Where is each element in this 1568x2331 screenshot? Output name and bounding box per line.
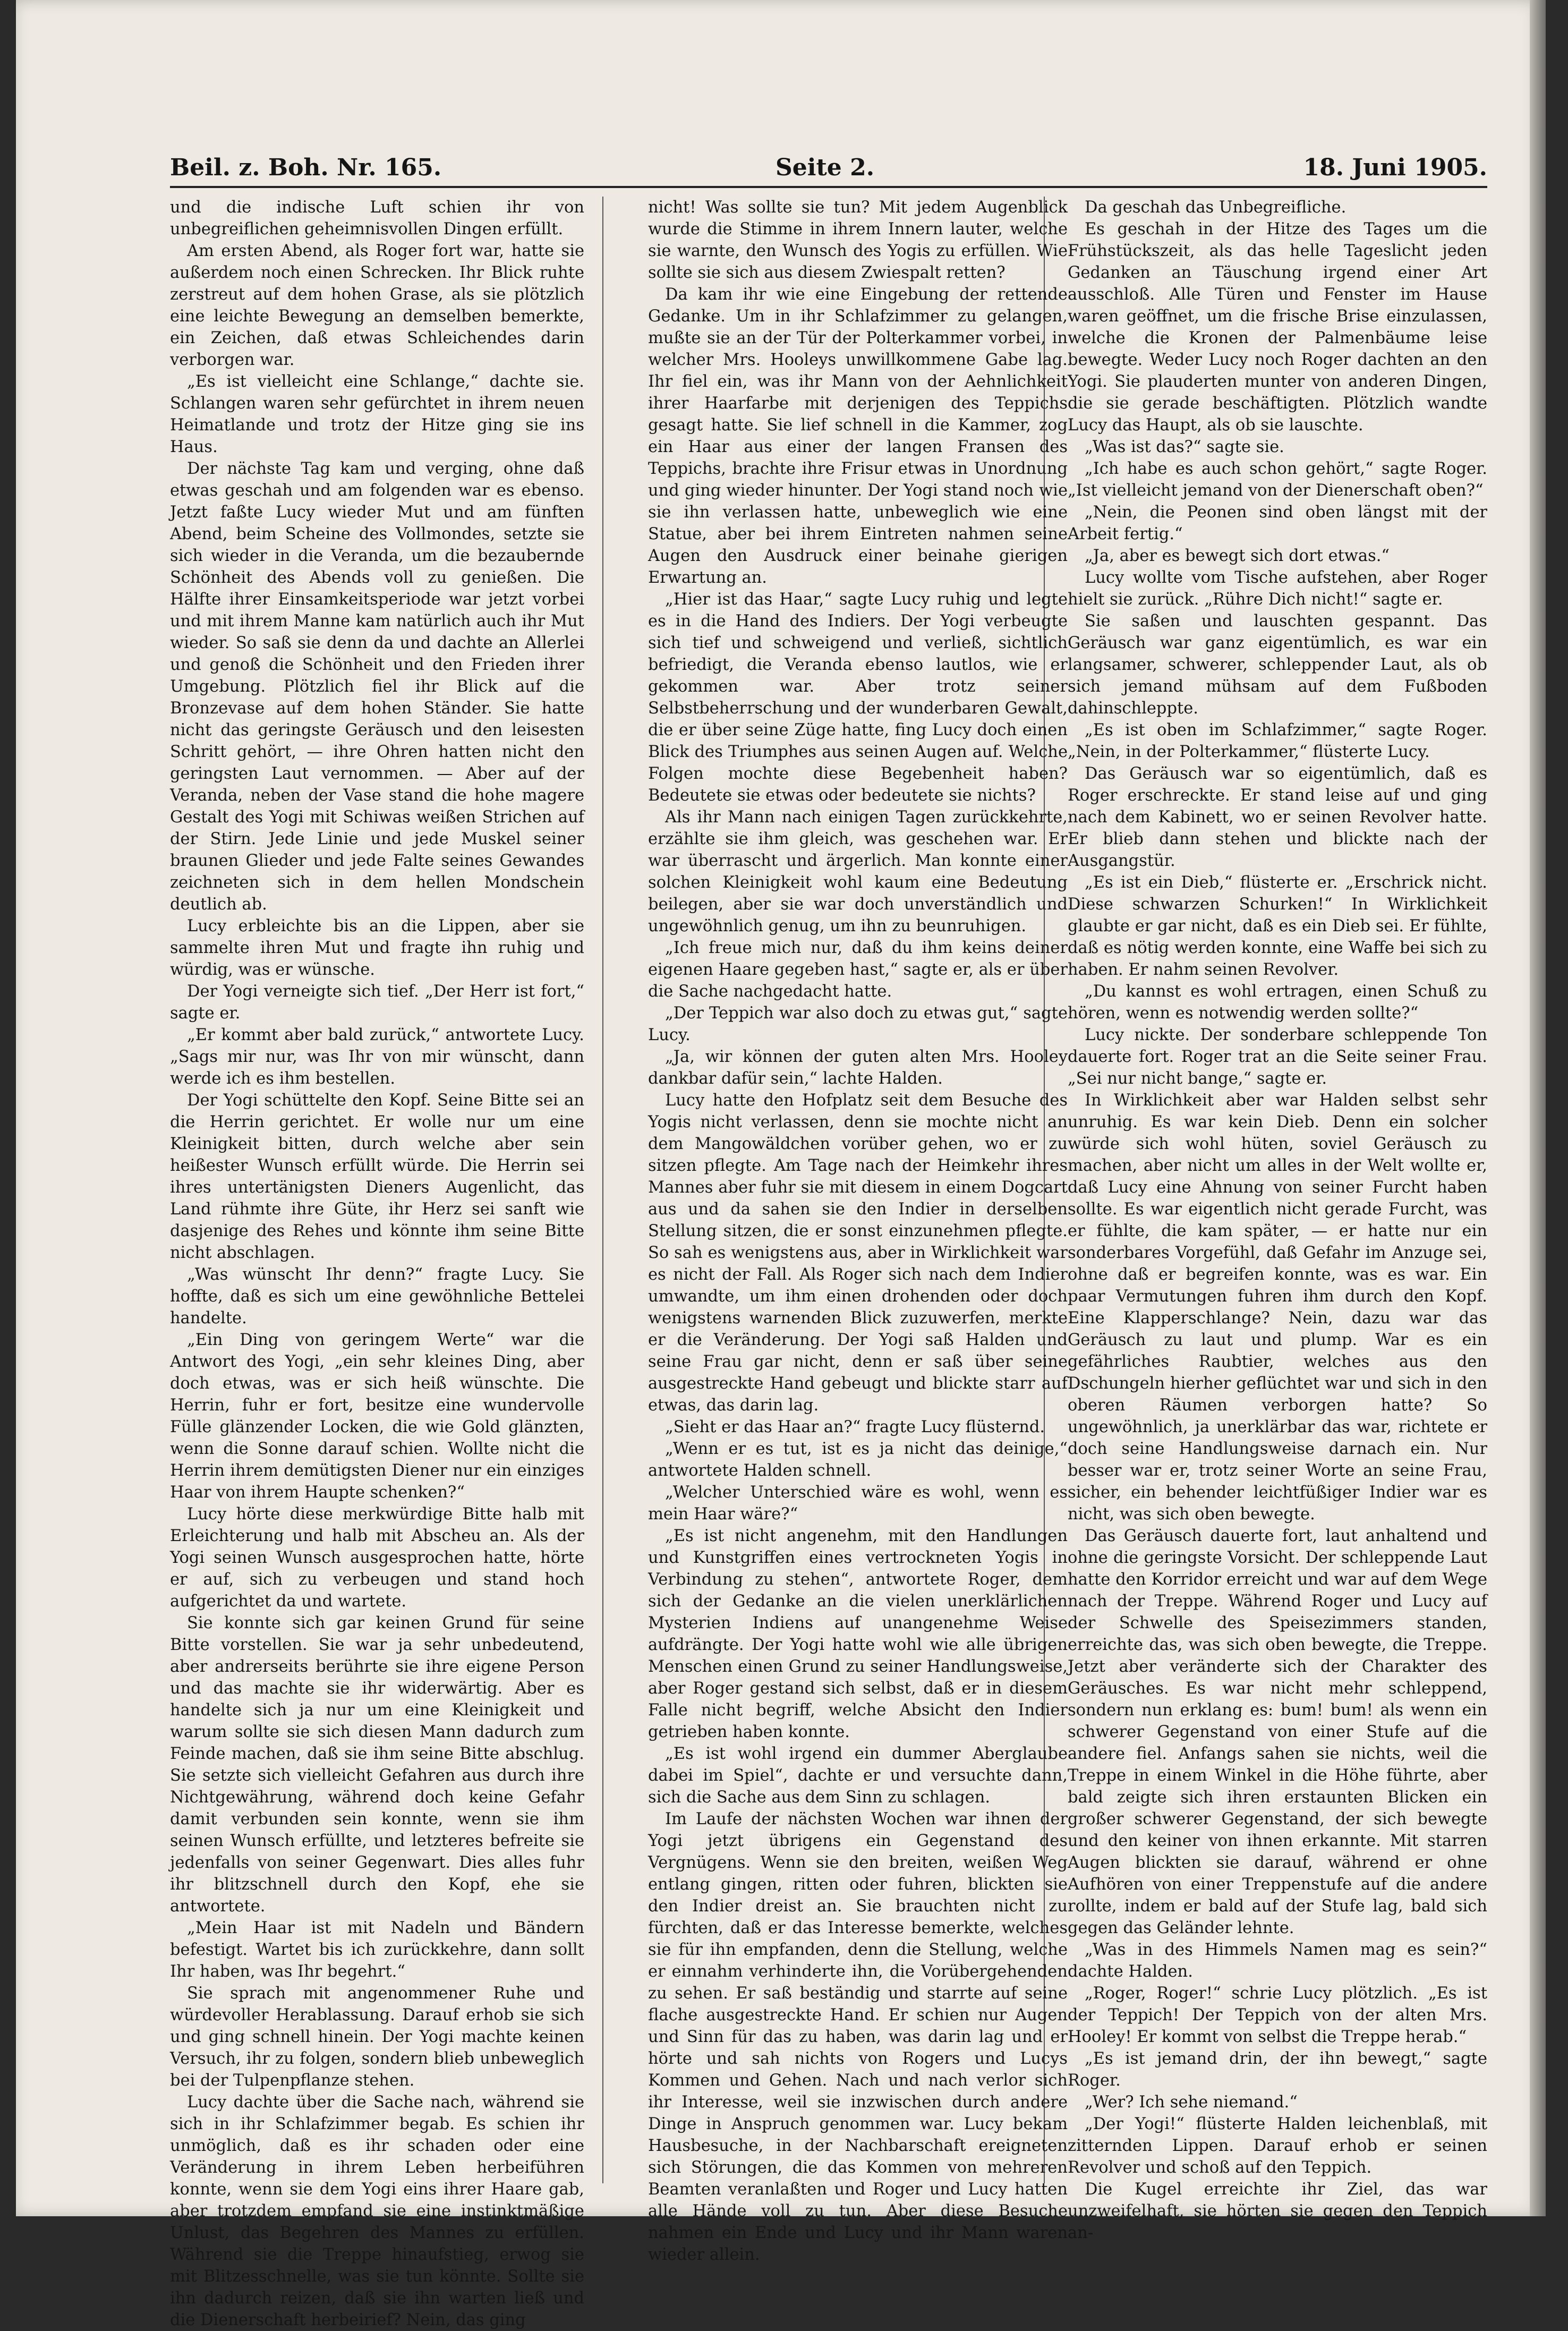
- paragraph: Da geschah das Unbegreifliche.: [1085, 198, 1347, 217]
- paragraph: „Es ist oben im Schlafzimmer,“ sagte Roger. „Nein, in der Polterkammer,“ flüsterte Lucy.: [1068, 721, 1487, 761]
- paragraph: „Roger, Roger!“ schrie Lucy plötzlich. „Es ist der Teppich! Der Teppich von der alten Mrs. Hooley! Er kommt von selbst die Treppe herab.“: [1068, 1984, 1487, 2046]
- paragraph: Lucy hörte diese merkwürdige Bitte halb mit Erleichterung und halb mit Abscheu an. Als der Yogi seinen Wunsch ausgesprochen hatte, hörte er auf, sich zu verbeugen und stand hoch aufgerichtet da und wartete.: [170, 1505, 584, 1611]
- paragraph: Lucy hatte den Hofplatz seit dem Besuche des Yogis nicht verlassen, denn sie mochte nicht an dem Mangowäldchen vorüber gehen, wo er zu sitzen pflegte. Am Tage nach der Heimkehr ihres Mannes aber fuhr sie mit diesem in einem Dogcart aus und da sahen sie den Indier in derselben Stellung sitzen, die er sonst einzunehmen pflegte. So sah es wenigstens aus, aber in Wirklichkeit war es nicht der Fall. Als Roger sich nach dem Indier umwandte, um ihm einen drohenden oder doch wenigstens warnenden Blick zuzuwerfen, merkte er die Veränderung. Der Yogi saß Halden und seine Frau gar nicht, denn er saß über seine ausgestreckte Hand gebeugt und blickte starr auf etwas, das darin lag.: [648, 1091, 1068, 1415]
- header-issue: Beil. z. Boh. Nr. 165.: [170, 154, 442, 181]
- paragraph: „Er kommt aber bald zurück,“ antwortete Lucy. „Sags mir nur, was Ihr von mir wünscht, dann werde ich es ihm bestellen.: [170, 1026, 584, 1088]
- paragraph: Lucy nickte. Der sonderbare schleppende Ton dauerte fort. Roger trat an die Seite seiner Frau. „Sei nur nicht bange,“ sagte er.: [1068, 1026, 1487, 1088]
- paragraph: „Es ist jemand drin, der ihn bewegt,“ sagte Roger.: [1068, 2049, 1487, 2090]
- paragraph: Lucy dachte über die Sache nach, während sie sich in ihr Schlafzimmer begab. Es schien ihr unmöglich, daß es ihr schaden oder eine Veränderung in ihrem Leben herbeiführen konnte, wenn sie dem Yogi eins ihrer Haare gab, aber trotzdem empfand sie eine instinktmäßige Unlust, das Begehren des Mannes zu erfüllen. Während sie die Treppe hinaufstieg, erwog sie mit Blitzesschnelle, was sie tun könnte. Sollte sie ihn dadurch reizen, daß sie ihn warten ließ und die Dienerschaft herbeirief? Nein, das ging: [170, 2093, 584, 2329]
- paragraph: „Was wünscht Ihr denn?“ fragte Lucy. Sie hoffte, daß es sich um eine gewöhnliche Bettelei handelte.: [170, 1265, 584, 1328]
- paragraph: „Es ist vielleicht eine Schlange,“ dachte sie. Schlangen waren sehr gefürchtet in ihrem neuen Heimatlande und trotz der Hitze ging sie ins Haus.: [170, 372, 584, 456]
- paragraph: „Nein, die Peonen sind oben längst mit der Arbeit fertig.“: [1068, 503, 1487, 543]
- paragraph: Es geschah in der Hitze des Tages um die Frühstückszeit, als das helle Tageslicht jeden Gedanken an Täuschung irgend einer Art ausschloß. Alle Türen und Fenster im Hause waren geöffnet, um die frische Brise einzulassen, welche die Kronen der Palmenbäume leise bewegte. Weder Lucy noch Roger dachten an den Yogi. Sie plauderten munter von anderen Dingen, die sie gerade beschäftigten. Plötzlich wandte Lucy das Haupt, als ob sie lauschte.: [1068, 220, 1487, 435]
- paragraph: Der Yogi verneigte sich tief. „Der Herr ist fort,“ sagte er.: [170, 982, 584, 1023]
- header-page-number: Seite 2.: [776, 154, 875, 181]
- paragraph: Lucy erbleichte bis an die Lippen, aber sie sammelte ihren Mut und fragte ihn ruhig und würdig, was er wünsche.: [170, 917, 584, 979]
- paragraph: „Was in des Himmels Namen mag es sein?“ dachte Halden.: [1068, 1941, 1487, 1981]
- header-rule: [170, 186, 1487, 188]
- text-column-2: [648, 197, 1068, 2264]
- paragraph: „Der Teppich war also doch zu etwas gut,“ sagte Lucy.: [648, 1004, 1068, 1044]
- paragraph: „Was ist das?“ sagte sie.: [1085, 438, 1284, 456]
- paragraph: Das Geräusch war so eigentümlich, daß es Roger erschreckte. Er stand leise auf und ging nach dem Kabinett, wo er seinen Revolver hatte. Er blieb dann stehen und blickte nach der Ausgangstür.: [1068, 764, 1487, 870]
- paragraph: Am ersten Abend, als Roger fort war, hatte sie außerdem noch einen Schrecken. Ihr Blick ruhte zerstreut auf dem hohen Grase, als sie plötzlich eine leichte Bewegung an demselben bemerkte, ein Zeichen, daß etwas Schleichendes darin verborgen war.: [170, 242, 584, 369]
- paragraph: Sie sprach mit angenommener Ruhe und würdevoller Herablassung. Darauf erhob sie sich und ging schnell hinein. Der Yogi machte keinen Versuch, ihr zu folgen, sondern blieb unbeweglich bei der Tulpenpflanze stehen.: [170, 1984, 584, 2090]
- paragraph: „Es ist ein Dieb,“ flüsterte er. „Erschrick nicht. Diese schwarzen Schurken!“ In Wirklichkeit glaubte er gar nicht, daß es ein Dieb sei. Er fühlte, daß es nötig werden konnte, eine Waffe bei sich zu haben. Er nahm seinen Revolver.: [1068, 873, 1487, 979]
- paragraph: Sie saßen und lauschten gespannt. Das Geräusch war ganz eigentümlich, es war ein langsamer, schwerer, schleppender Laut, als ob sich jemand mühsam auf dem Fußboden dahinschleppte.: [1068, 612, 1487, 718]
- paragraph: Das Geräusch dauerte fort, laut anhaltend und ohne die geringste Vorsicht. Der schleppende Laut hatte den Korridor erreicht und war auf dem Wege nach der Treppe. Während Roger und Lucy auf der Schwelle des Speisezimmers standen, erreichte das, was sich oben bewegte, die Treppe. Jetzt aber veränderte sich der Charakter des Geräusches. Es war nicht mehr schleppend, sondern nun erklang es: bum! bum! als wenn ein schwerer Gegenstand von einer Stufe auf die andere fiel. Anfangs sahen sie nichts, weil die Treppe in einem Winkel in die Höhe führte, aber bald zeigte sich ihren erstaunten Blicken ein großer schwerer Gegenstand, der sich bewegte und den keiner von ihnen erkannte. Mit starren Augen blickten sie darauf, während er ohne Aufhören von einer Treppenstufe auf die andere rollte, indem er bald auf der Stufe lag, bald sich gegen das Geländer lehnte.: [1068, 1527, 1487, 1937]
- paragraph: „Du kannst es wohl ertragen, einen Schuß zu hören, wenn es notwendig werden sollte?“: [1068, 982, 1487, 1023]
- paragraph: Die Kugel erreichte ihr Ziel, das war unzweifelhaft, sie hörten sie gegen den Teppich an-: [1068, 2180, 1487, 2242]
- paragraph: „Es ist nicht angenehm, mit den Handlungen und Kunstgriffen eines vertrockneten Yogis in Verbindung zu stehen“, antwortete Roger, dem sich der Gedanke an die vielen unerklärlichen Mysterien Indiens auf unangenehme Weise aufdrängte. Der Yogi hatte wohl wie alle übrigen Menschen einen Grund zu seiner Handlungsweise, aber Roger gestand sich selbst, daß er in diesem Falle nicht begriff, welche Absicht den Indier getrieben haben konnte.: [648, 1527, 1068, 1741]
- paragraph: Da kam ihr wie eine Eingebung der rettende Gedanke. Um in ihr Schlafzimmer zu gelangen, mußte sie an der Tür der Polterkammer vorbei, in welcher Mrs. Hooleys unwillkommene Gabe lag. Ihr fiel ein, was ihr Mann von der Aehnlichkeit ihrer Haarfarbe mit derjenigen des Teppichs gesagt hatte. Sie lief schnell in die Kammer, zog ein Haar aus einer der langen Fransen des Teppichs, brachte ihre Frisur etwas in Unordnung und ging wieder hinunter. Der Yogi stand noch wie sie ihn verlassen hatte, unbeweglich wie eine Statue, aber bei ihrem Eintreten nahmen seine Augen den Ausdruck einer beinahe gierigen Erwartung an.: [648, 285, 1068, 587]
- paragraph: „Mein Haar ist mit Nadeln und Bändern befestigt. Wartet bis ich zurückkehre, dann sollt Ihr haben, was Ihr begehrt.“: [170, 1919, 584, 1981]
- header-date: 18. Juni 1905.: [1303, 154, 1487, 181]
- paragraph: Im Laufe der nächsten Wochen war ihnen der Yogi jetzt übrigens ein Gegenstand des Vergnügens. Wenn sie den breiten, weißen Weg entlang gingen, ritten oder fuhren, blickten sie den Indier dreist an. Sie brauchten nicht zu fürchten, daß er das Interesse bemerkte, welches sie für ihn empfanden, denn die Stellung, welche er einnahm verhinderte ihn, die Vorübergehenden zu sehen. Er saß beständig und starrte auf seine flache ausgestreckte Hand. Er schien nur Augen und Sinn für das zu haben, was darin lag und er hörte und sah nichts von Rogers und Lucys Kommen und Gehen. Nach und nach verlor sich ihr Interesse, weil sie inzwischen durch andere Dinge in Anspruch genommen war. Lucy bekam Hausbesuche, in der Nachbarschaft ereigneten sich Störungen, die das Kommen von mehreren Beamten veranlaßten und Roger und Lucy hatten alle Hände voll zu tun. Aber diese Besuche nahmen ein Ende und Lucy und ihr Mann waren wieder allein.: [648, 1810, 1068, 2264]
- paragraph: Sie konnte sich gar keinen Grund für seine Bitte vorstellen. Sie war ja sehr unbedeutend, aber andrerseits berührte sie ihre eigene Person und das machte sie ihr widerwärtig. Aber es handelte sich ja nur um eine Kleinigkeit und warum sollte sie sich diesen Mann dadurch zum Feinde machen, daß sie ihm seine Bitte abschlug. Sie setzte sich vielleicht Gefahren aus durch ihre Nichtgewährung, während doch keine Gefahr damit verbunden sein konnte, wenn sie ihm seinen Wunsch erfüllte, und letzteres befreite sie jedenfalls von seiner Gegenwart. Dies alles fuhr ihr blitzschnell durch den Kopf, ehe sie antwortete.: [170, 1614, 584, 1916]
- paragraph: „Ja, aber es bewegt sich dort etwas.“: [1085, 547, 1390, 565]
- column-divider: [602, 197, 603, 2183]
- paragraph: Der Yogi schüttelte den Kopf. Seine Bitte sei an die Herrin gerichtet. Er wolle nur um eine Kleinigkeit bitten, durch welche aber sein heißester Wunsch erfüllt würde. Die Herrin sei ihres untertänigsten Dieners Augenlicht, das Land rühmte ihre Güte, ihr Herz sei sanft wie dasjenige des Rehes und könnte ihm seine Bitte nicht abschlagen.: [170, 1091, 584, 1262]
- paragraph: nicht! Was sollte sie tun? Mit jedem Augenblick wurde die Stimme in ihrem Innern lauter, welche sie warnte, den Wunsch des Yogis zu erfüllen. Wie sollte sie sich aus diesem Zwiespalt retten?: [648, 198, 1068, 282]
- scan-edge: [1530, 0, 1546, 2216]
- paragraph: „Ein Ding von geringem Werte“ war die Antwort des Yogi, „ein sehr kleines Ding, aber doch etwas, was er sich heiß wünschte. Die Herrin, fuhr er fort, besitze eine wundervolle Fülle glänzender Locken, die wie Gold glänzten, wenn die Sonne darauf schien. Wollte nicht die Herrin ihrem demütigsten Diener nur ein einziges Haar von ihrem Haupte schenken?“: [170, 1331, 584, 1502]
- newspaper-page: [16, 0, 1546, 2329]
- text-column-3: [1068, 197, 1487, 2242]
- paragraph: „Wenn er es tut, ist es ja nicht das deinige,“ antwortete Halden schnell.: [648, 1440, 1068, 1480]
- paragraph: „Ich habe es auch schon gehört,“ sagte Roger. „Ist vielleicht jemand von der Dienerschaft oben?“: [1068, 460, 1487, 500]
- paragraph: Lucy wollte vom Tische aufstehen, aber Roger hielt sie zurück. „Rühre Dich nicht!“ sagte er.: [1068, 568, 1487, 609]
- paragraph: und die indische Luft schien ihr von unbegreiflichen geheimnisvollen Dingen erfüllt.: [170, 198, 584, 239]
- paragraph: Der nächste Tag kam und verging, ohne daß etwas geschah und am folgenden war es ebenso. Jetzt faßte Lucy wieder Mut und am fünften Abend, beim Scheine des Vollmondes, setzte sie sich wieder in die Veranda, um die bezaubernde Schönheit des Abends voll zu genießen. Die Hälfte ihrer Einsamkeitsperiode war jetzt vorbei und mit ihrem Manne kam natürlich auch ihr Mut wieder. So saß sie denn da und dachte an Allerlei und genoß die Schönheit und den Frieden ihrer Umgebung. Plötzlich fiel ihr Blick auf die Bronzevase auf dem hohen Ständer. Sie hatte nicht das geringste Geräusch und den leisesten Schritt gehört, — ihre Ohren hatten nicht den geringsten Laut vernommen. — Aber auf der Veranda, neben der Vase stand die hohe magere Gestalt des Yogi mit Schiwas weißen Strichen auf der Stirn. Jede Linie und jede Muskel seiner braunen Glieder und jede Falte seines Gewandes zeichneten sich in dem hellen Mondschein deutlich ab.: [170, 460, 584, 914]
- paragraph: „Sieht er das Haar an?“ fragte Lucy flüsternd.: [665, 1418, 1045, 1436]
- paragraph: „Der Yogi!“ flüsterte Halden leichenblaß, mit zitternden Lippen. Darauf erhob er seinen Revolver und schoß auf den Teppich.: [1068, 2115, 1487, 2177]
- paragraph: „Ich freue mich nur, daß du ihm keins deiner eigenen Haare gegeben hast,“ sagte er, als er über die Sache nachgedacht hatte.: [648, 939, 1068, 1001]
- text-column-1: [170, 197, 584, 2329]
- paragraph: „Welcher Unterschied wäre es wohl, wenn es mein Haar wäre?“: [648, 1483, 1068, 1524]
- paragraph: „Es ist wohl irgend ein dummer Aberglaube dabei im Spiel“, dachte er und versuchte dann, sich die Sache aus dem Sinn zu schlagen.: [648, 1745, 1068, 1807]
- paragraph: „Hier ist das Haar,“ sagte Lucy ruhig und legte es in die Hand des Indiers. Der Yogi verbeugte sich tief und schweigend und verließ, sichtlich befriedigt, die Veranda ebenso lautlos, wie er gekommen war. Aber trotz seiner Selbstbeherrschung und der wunderbaren Gewalt, die er über seine Züge hatte, fing Lucy doch einen Blick des Triumphes aus seinen Augen auf. Welche Folgen mochte diese Begebenheit haben? Bedeutete sie etwas oder bedeutete sie nichts?: [648, 590, 1068, 805]
- paragraph: Als ihr Mann nach einigen Tagen zurückkehrte, erzählte sie ihm gleich, was geschehen war. Er war überrascht und ärgerlich. Man konnte einer solchen Kleinigkeit wohl kaum eine Bedeutung beilegen, aber sie war doch unverständlich und ungewöhnlich genug, um ihn zu beunruhigen.: [648, 808, 1068, 935]
- paragraph: „Wer? Ich sehe niemand.“: [1085, 2093, 1298, 2112]
- paragraph: In Wirklichkeit aber war Halden selbst sehr unruhig. Es war kein Dieb. Denn ein solcher würde sich wohl hüten, soviel Geräusch zu machen, aber nicht um alles in der Welt wollte er, daß Lucy eine Ahnung von seiner Furcht haben sollte. Es war eigentlich nicht gerade Furcht, was er fühlte, die kam später, — er hatte nur ein sonderbares Vorgefühl, daß Gefahr im Anzuge sei, ohne daß er begreifen konnte, was es war. Ein paar Vermutungen fuhren ihm durch den Kopf. Eine Klapperschlange? Nein, dazu war das Geräusch zu laut und plump. War es ein gefährliches Raubtier, welches aus den Dschungeln hierher geflüchtet war und sich in den oberen Räumen verborgen hatte? So ungewöhnlich, ja unerklärbar das war, richtete er doch seine Handlungsweise darnach ein. Nur besser war er, trotz seiner Worte an seine Frau, sicher, ein behender leichtfüßiger Indier war es nicht, was sich oben bewegte.: [1068, 1091, 1487, 1524]
- page-header: [170, 150, 1487, 187]
- paragraph: „Ja, wir können der guten alten Mrs. Hooley dankbar dafür sein,“ lachte Halden.: [648, 1048, 1068, 1088]
